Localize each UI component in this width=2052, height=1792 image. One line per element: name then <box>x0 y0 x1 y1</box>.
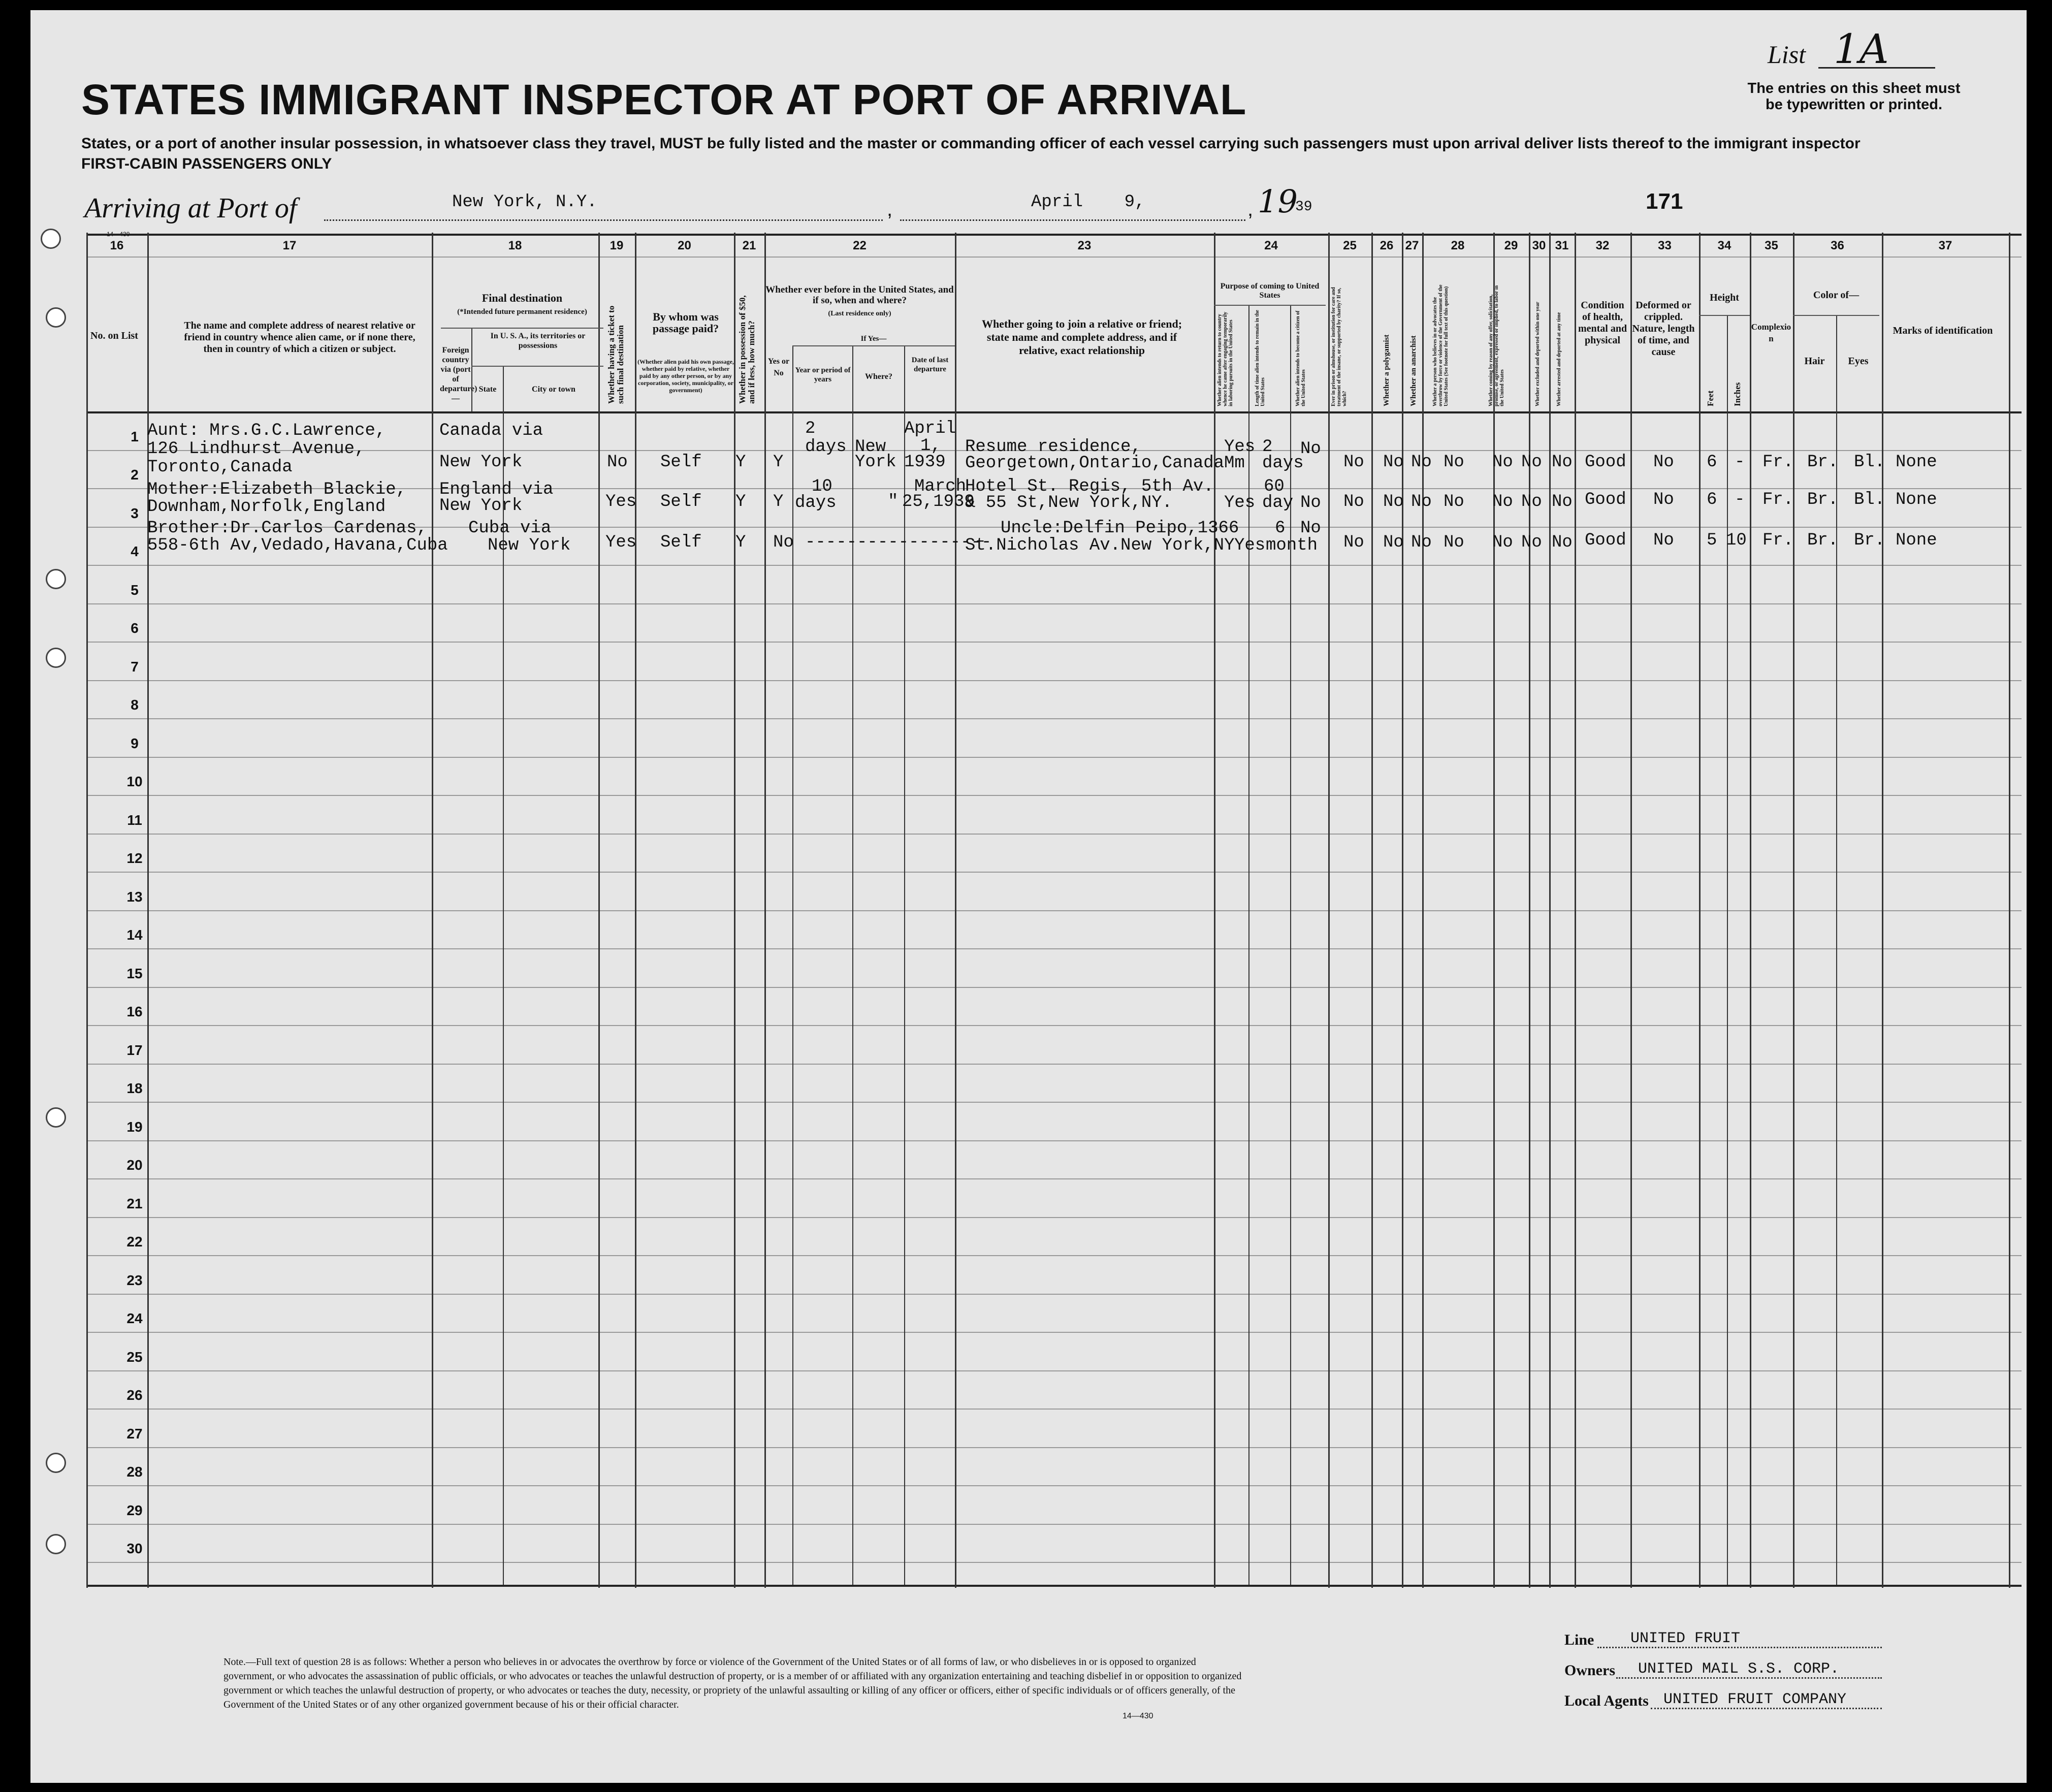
row-line <box>86 718 2022 719</box>
column-number: 31 <box>1555 239 1569 252</box>
row-number: 18 <box>126 1080 143 1096</box>
form-number: 14—430 <box>1123 1712 1153 1720</box>
line-label: Line <box>1564 1631 1594 1648</box>
row-number: 26 <box>126 1387 143 1403</box>
row-number: 27 <box>126 1425 143 1442</box>
column-line <box>734 233 735 1588</box>
row-number: 19 <box>126 1118 143 1135</box>
list-underline <box>1818 67 1935 69</box>
row-line <box>86 948 2022 949</box>
row-number: 28 <box>126 1464 143 1480</box>
typewritten-note: The entries on this sheet must be typewritten or printed. <box>1747 80 1961 113</box>
row-1-paid-by: Self <box>660 453 702 472</box>
row-number: 10 <box>126 774 143 789</box>
row-number: 8 <box>131 697 139 713</box>
column-line <box>1750 233 1751 1588</box>
column-number: 16 <box>110 239 124 252</box>
column-number: 28 <box>1451 239 1465 252</box>
row-1-return-2: Mm <box>1224 454 1245 473</box>
row-line <box>86 795 2022 796</box>
row-line <box>86 834 2022 835</box>
date-dotted-line <box>900 219 1245 221</box>
row-1-relative-line-1: Aunt: Mrs.G.C.Lawrence, <box>147 421 386 440</box>
row-number: 1 <box>131 428 139 444</box>
column-number: 25 <box>1343 239 1357 252</box>
row-number: 11 <box>127 812 142 828</box>
row-number: 21 <box>126 1195 143 1211</box>
row-1-length-1: 2 <box>1262 437 1273 457</box>
row-2-length-2: day <box>1262 493 1294 513</box>
row-2-period-1: 10 <box>812 477 832 496</box>
row-line <box>86 1332 2022 1333</box>
row-2-length-1: 60 <box>1264 477 1285 496</box>
row-number: 3 <box>131 505 139 521</box>
row-number: 12 <box>126 850 143 866</box>
row-line <box>86 1524 2022 1525</box>
column-line <box>1529 233 1530 1588</box>
column-number: 32 <box>1595 239 1610 252</box>
row-line <box>86 987 2022 988</box>
row-1-date-1: April <box>904 419 956 438</box>
row-3-join-2: St.Nicholas Av.New York,NY <box>965 536 1235 555</box>
row-2-paid-by: Self <box>660 492 702 511</box>
row-1-join-2: Georgetown,Ontario,Canada <box>965 454 1225 473</box>
column-line <box>1493 233 1495 1588</box>
row-1-date-2: 1, <box>920 436 941 456</box>
row-number: 7 <box>131 658 139 675</box>
row-line <box>86 1102 2022 1103</box>
row-1-citizen: No <box>1300 439 1321 459</box>
row-number: 20 <box>126 1157 143 1173</box>
row-2-date-2: 25,1939 <box>902 492 975 511</box>
header-final-destination: Final destination <box>482 292 563 304</box>
column-number: 17 <box>282 239 297 252</box>
row-line <box>86 1217 2022 1218</box>
row-number: 4 <box>131 543 139 559</box>
list-label: List <box>1768 40 1806 69</box>
row-1-marks: None <box>1896 453 1937 472</box>
arriving-label: Arriving at Port of <box>84 193 297 224</box>
column-line <box>86 233 88 1588</box>
row-1-destination-2: New York <box>439 453 523 472</box>
row-1-period-1: 2 <box>805 419 816 438</box>
column-number: 33 <box>1658 239 1672 252</box>
row-2-destination-1: England via <box>439 480 554 499</box>
port-dotted-line <box>324 219 883 221</box>
row-line <box>86 642 2022 643</box>
row-number: 14 <box>126 927 143 943</box>
row-3-dashes: ------------------ <box>805 533 992 552</box>
column-number: 30 <box>1532 239 1546 252</box>
column-number: 37 <box>1938 239 1952 252</box>
row-1-relative-line-3: Toronto,Canada <box>147 458 293 477</box>
punch-hole <box>46 569 66 589</box>
row-number: 23 <box>126 1272 143 1288</box>
column-number: 29 <box>1504 239 1518 252</box>
row-2-destination-2: New York <box>439 496 523 516</box>
column-line <box>1371 233 1373 1588</box>
row-2-where: " <box>888 492 899 511</box>
column-number: 18 <box>508 239 522 252</box>
column-line <box>1630 233 1632 1588</box>
column-line <box>1882 233 1883 1588</box>
column-number: 26 <box>1380 239 1394 252</box>
row-line <box>86 603 2022 604</box>
column-line <box>635 233 636 1588</box>
column-number: 19 <box>610 239 624 252</box>
row-line <box>86 910 2022 911</box>
local-agents-label: Local Agents <box>1564 1692 1649 1709</box>
column-number: 20 <box>678 239 691 252</box>
footnote-question-28: Note.—Full text of question 28 is as follows: Whether a person who believes in or advocates the overthrow by force or violence of the Government of the United States or of all forms of law, or who disbelieves in or is opposed to organized government, or who advocates the assassination of public officials, or who advocates or teaches the unlawful destruction of property, or is a member of or affiliated with any organization entertaining and teaching disbelief in or opposition to organized government or which teaches the unlawful destruction of property, or who advocates or teaches the duty, necessity, or propriety of the unlawful assaulting or killing of any officer or officers, either of specific individuals or of officers generally, of the Government of the United States or of any other organized government because of his or their official character. <box>223 1656 1242 1710</box>
column-line <box>1793 233 1794 1588</box>
column-number: 24 <box>1264 239 1278 252</box>
owners-value: UNITED MAIL S.S. CORP. <box>1638 1660 1840 1678</box>
row-1-length-2: days <box>1262 454 1304 473</box>
column-line <box>1575 233 1576 1588</box>
row-1-destination-1: Canada via <box>439 421 543 440</box>
manifest-sheet: STATES IMMIGRANT INSPECTOR AT PORT OF ARRIVAL List 1A The entries on this sheet must be typewritten or printed. States, or a port of another insular possession, in whatsoever class they travel, MUST be fully listed and the master or commanding officer of each vessel carrying such passengers must upon arrival deliver lists thereof to the immigrant inspector FIRST-CABIN PASSENGERS ONLY Arriving at Port of New York, N.Y. , April 9, , 19 39 171 14—430 16 17 18 19 20 21 22 23 24 25 26 27 28 29 30 31 32 33 34 35 36 37 No. on List The name and complete address of nearest relative or friend in country whence alien came, or if none there, then in country of which a citizen or subject. Final destination (*Intended future permanent residence) Foreign country via (port of departure)— In U. S. A., its territories or possessions State City or town Whether having a ticket to such final destination By whom was passage paid? (Whether alien paid his own passage, whether paid by relative, whether paid by any other person, or by any corporation, society, municipality, or government) Whether in possession of $50, and if less, how much? Whether ever before in the United States, and if so, when and where? (Last residence only) If Yes— Yes or No Year or period of years Where? Date of last departure Whether going to join a relative or friend; state name and complete address, and if relative, exact relationship Purpose of coming to United States Whether alien intends to return to country whence he came after engaging temporarily in laboring pursuits in the United States Length of time alien intends to remain in the United States Whether alien intends to become a citizen of the United States Ever in prison or almshouse, or institution for care and treatment of the insane, or supported by charity? If so, which? Whether a polygamist Whether an anarchist Whether a person who believes in or advocates the overthrow by force or violence of the Government of the United States (See footnote for full text of this question) Whether coming by reason of any offer, solicitation, promise, or agreement, expressed or implied, to labor in the United States Whether excluded and deported within one year Whether arrested and deported at any time Condition of health, mental and physical Deformed or crippled. Nature, length of time, and cause Height Feet Inches Complexion Color of— Hair Eyes Marks of identification 1 2 3 4 5 6 7 8 9 10 11 12 13 14 15 16 17 18 19 20 21 22 23 24 25 26 27 28 29 30 Aunt: Mrs.G.C.Lawrence, 126 Lindhurst Avenue, Toronto,Canada Canada via New York No Self Y Y 2 days New York April 1, 1939 Resume residence, Georgetown,Ontario,Canada Yes Mm 2 days No No No No No No No No Good No 6 - Fr. Br. Bl. None Mother:Elizabeth Blackie, Downham,Norfolk,England England via New York Yes Self Y Y 10 days " March 25,1939 Hotel St. Regis, 5th Av. & 55 St,New York,NY. Yes 60 day No No No No No No No No Good No 6 - Fr. Br. Bl. None Brother:Dr.Carlos Cardenas, 558-6th Av,Vedado,Havana,Cuba Cuba via New York Yes Self Y No ------------------ Uncle:Delfin Peipo,1366 St.Nicholas Av.New York,NY Yes 6 month No No No No No No No No Good No 5 10 Fr. Br. Br. None Note.—Full text of question 28 is as follows: Whether a person who believes in or advocates the overthrow by force or violence of the Government of the United States or of all forms of law, or who disbelieves in or is opposed to organized government, or who advocates the assassination of public officials, or who advocates or teaches the unlawful destruction of property, or is a member of or affiliated with any organization entertaining and teaching disbelief in or opposition to organized government or which teaches the unlawful destruction of property, or who advocates or teaches the duty, necessity, or propriety of the unlawful assaulting or killing of any officer or officers, either of specific individuals or of officers generally, of the Government of the United States or of any other organized government because of his or their official character. 14—430 Line UNITED FRUIT Owners UNITED MAIL S.S. CORP. Local Agents UNITED FRUIT COMPANY <box>30 10 2027 1783</box>
column-line <box>764 233 766 1588</box>
column-number: 23 <box>1077 239 1092 252</box>
row-line <box>86 1140 2022 1141</box>
row-line <box>86 1370 2022 1371</box>
row-2-relative-line-1: Mother:Elizabeth Blackie, <box>147 480 407 499</box>
list-number-handwritten: 1A <box>1834 25 1889 73</box>
row-1-return-1: Yes <box>1224 437 1256 457</box>
row-1-ticket: No <box>607 453 628 472</box>
column-line <box>1699 233 1701 1588</box>
column-line <box>1328 233 1330 1588</box>
year-suffix: 39 <box>1295 199 1312 215</box>
header-no-on-list: No. on List <box>90 330 138 341</box>
column-number: 27 <box>1405 239 1419 252</box>
row-line <box>86 680 2022 681</box>
row-1-where-1: New <box>855 437 886 457</box>
punch-hole <box>46 307 66 328</box>
row-number: 13 <box>126 888 143 905</box>
column-number: 36 <box>1831 239 1844 252</box>
column-line <box>1402 233 1403 1588</box>
row-3-destination-2: New York <box>488 536 571 555</box>
row-number: 2 <box>131 467 139 483</box>
column-line <box>598 233 600 1588</box>
row-number: 6 <box>131 620 139 636</box>
row-number: 17 <box>126 1042 143 1058</box>
punch-hole <box>46 1107 66 1128</box>
form-tag: 14—430 <box>107 231 130 238</box>
row-1-where-2: York <box>855 453 896 472</box>
port-value: New York, N.Y. <box>452 193 597 212</box>
date-value: April 9, <box>1031 193 1145 212</box>
owners-label: Owners <box>1564 1662 1615 1679</box>
row-number: 25 <box>126 1349 143 1365</box>
page-title: STATES IMMIGRANT INSPECTOR AT PORT OF ARRIVAL <box>81 76 1247 123</box>
punch-hole <box>46 1534 66 1554</box>
row-2-relative-line-2: Downham,Norfolk,England <box>147 497 386 517</box>
row-3-destination-1: Cuba via <box>468 519 552 538</box>
row-line <box>86 872 2022 873</box>
row-line <box>86 565 2022 566</box>
punch-hole <box>46 1453 66 1473</box>
row-1-before: Y <box>773 453 784 472</box>
column-number: 35 <box>1765 239 1778 252</box>
row-1-join-1: Resume residence, <box>965 437 1141 457</box>
row-2-date-1: March <box>914 477 967 496</box>
local-agents-value: UNITED FRUIT COMPANY <box>1663 1691 1847 1708</box>
row-line <box>86 1064 2022 1065</box>
column-line <box>2009 233 2010 1588</box>
punch-hole <box>41 229 61 249</box>
year-prefix: 19 <box>1258 183 1298 220</box>
row-1-period-2: days <box>805 437 847 457</box>
row-1-money: Y <box>735 453 746 472</box>
row-number: 29 <box>126 1502 143 1518</box>
column-line <box>1549 233 1551 1588</box>
row-1-health: Good <box>1585 453 1626 472</box>
column-line <box>432 233 433 1588</box>
header-relative: The name and complete address of nearest relative or friend in country whence alien came, or if none there, then in country of which a citizen or subject. <box>184 320 415 355</box>
column-number: 21 <box>742 239 756 252</box>
row-number: 5 <box>131 582 139 598</box>
row-line <box>86 1255 2022 1256</box>
column-line <box>1214 233 1215 1588</box>
row-line <box>86 1178 2022 1179</box>
punch-hole <box>46 648 66 668</box>
column-line <box>1422 233 1424 1588</box>
line-value: UNITED FRUIT <box>1630 1630 1741 1647</box>
row-2-join-2: & 55 St,New York,NY. <box>965 493 1173 513</box>
row-3-relative-line-2: 558-6th Av,Vedado,Havana,Cuba <box>147 536 448 555</box>
row-number: 16 <box>126 1004 143 1019</box>
subtitle-instructions: States, or a port of another insular possession, in whatsoever class they travel, MUST be fully listed and the master or commanding officer of each vessel carrying such passengers must upon arrival deliver lists thereof to the immigrant inspector <box>81 135 1861 152</box>
row-number: 15 <box>126 965 143 981</box>
row-2-period-2: days <box>795 493 837 513</box>
row-number: 30 <box>126 1541 143 1556</box>
column-number: 34 <box>1717 239 1732 252</box>
row-number: 9 <box>131 735 139 751</box>
row-number: 24 <box>126 1310 143 1326</box>
row-1-date-3: 1939 <box>904 453 946 472</box>
row-line <box>86 1485 2022 1486</box>
row-2-ticket: Yes <box>605 492 637 511</box>
stamp-number: 171 <box>1646 189 1683 214</box>
column-number: 22 <box>853 239 867 252</box>
row-line <box>86 1562 2022 1563</box>
row-number: 22 <box>126 1234 143 1250</box>
row-3-relative-line-1: Brother:Dr.Carlos Cardenas, <box>147 519 427 538</box>
row-line <box>86 1294 2022 1295</box>
row-2-join-1: Hotel St. Regis, 5th Av. <box>965 477 1214 496</box>
row-line <box>86 757 2022 758</box>
row-line <box>86 1025 2022 1026</box>
subtitle-first-cabin: FIRST-CABIN PASSENGERS ONLY <box>81 155 332 172</box>
row-3-join-1: Uncle:Delfin Peipo,1366 <box>1001 519 1239 538</box>
row-line <box>86 1409 2022 1410</box>
row-1-relative-line-2: 126 Lindhurst Avenue, <box>147 439 365 459</box>
row-line <box>86 1447 2022 1448</box>
